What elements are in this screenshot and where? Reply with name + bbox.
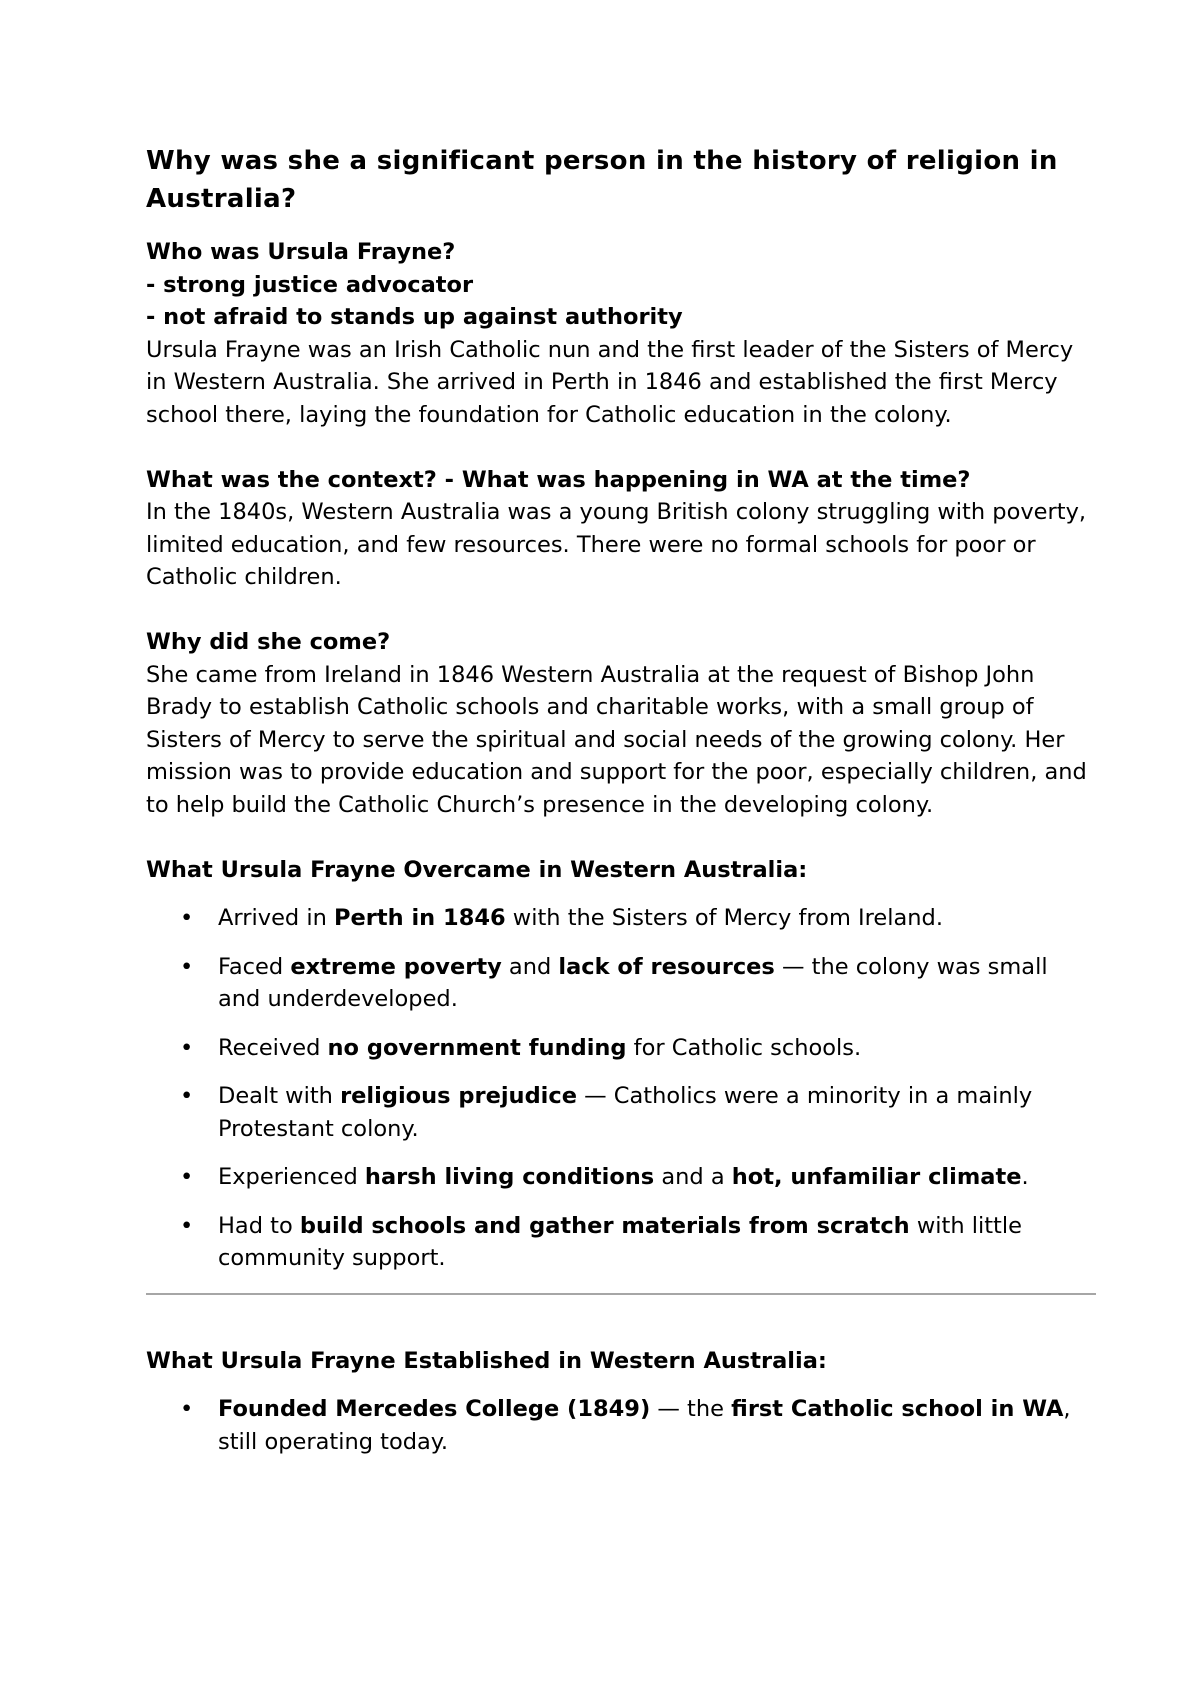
page-title: Why was she a significant person in the history of religion in Australia? bbox=[146, 146, 1058, 214]
bullet-icon: • bbox=[180, 1396, 194, 1422]
who-paragraph: Ursula Frayne was an Irish Catholic nun and the first leader of the Sisters of Mercy in Western Australia. She arrived in Perth in 1846 and established the first Mercy school there, laying the foundation for Catholic education in the colony. bbox=[146, 336, 1074, 428]
list-item bbox=[146, 1161, 1096, 1194]
item-text: . bbox=[1021, 1164, 1029, 1190]
why-paragraph: She came from Ireland in 1846 Western Australia at the request of Bishop John Brady to establish Catholic schools and charitable works, with a small group of Sisters of Mercy to serve the spiritual and social needs of the growing colony. Her mission was to provide education and support for the poor, especially children, and to help build the Catholic Church’s presence in the developing colony. bbox=[146, 661, 1087, 818]
item-text: — Catholics were a minority in a mainly Protestant colony. bbox=[218, 1083, 1033, 1142]
item-bold-text: build schools and gather materials from scratch bbox=[299, 1212, 910, 1239]
context-section bbox=[146, 464, 1096, 594]
item-bold-text: hot, unfamiliar climate bbox=[731, 1164, 1022, 1190]
who-point-2: - not afraid to stands up against authority bbox=[146, 304, 683, 330]
established-heading: What Ursula Frayne Established in Western Australia: bbox=[146, 1347, 827, 1374]
item-text: with the Sisters of Mercy from Ireland. bbox=[505, 905, 943, 931]
item-text: and a bbox=[654, 1164, 732, 1190]
list-item bbox=[146, 1210, 1096, 1275]
list-item bbox=[146, 1032, 1096, 1065]
list-item bbox=[146, 1080, 1096, 1145]
item-bold-text: lack of resources bbox=[558, 953, 775, 980]
bullet-icon: • bbox=[180, 1083, 194, 1109]
who-section bbox=[146, 236, 1096, 431]
item-text: Arrived in bbox=[218, 905, 335, 931]
item-text: — the bbox=[650, 1396, 732, 1422]
item-text: Experienced bbox=[218, 1164, 365, 1190]
why-section bbox=[146, 626, 1096, 821]
established-list bbox=[146, 1393, 1096, 1458]
item-bold-text: extreme poverty bbox=[290, 953, 502, 980]
bullet-icon: • bbox=[180, 905, 194, 931]
item-text: Dealt with bbox=[218, 1083, 341, 1109]
overcame-heading: What Ursula Frayne Overcame in Western Australia: bbox=[146, 856, 808, 883]
item-text: with little community support. bbox=[218, 1212, 1022, 1271]
context-heading: What was the context? - What was happening in WA at the time? bbox=[146, 466, 971, 493]
item-text: , still operating today. bbox=[218, 1396, 1071, 1455]
bullet-icon: • bbox=[180, 1212, 194, 1239]
item-text: and bbox=[501, 953, 559, 980]
list-item bbox=[146, 1393, 1096, 1458]
item-bold-text: Founded Mercedes College (1849) bbox=[218, 1396, 651, 1422]
item-bold-text: harsh living conditions bbox=[364, 1164, 655, 1190]
item-text: Had to bbox=[218, 1212, 300, 1239]
why-heading: Why did she come? bbox=[146, 629, 391, 655]
established-section bbox=[146, 1345, 1096, 1459]
list-item bbox=[146, 902, 1096, 935]
item-text: for Catholic schools. bbox=[626, 1034, 862, 1061]
bullet-icon: • bbox=[180, 1034, 194, 1061]
document-content bbox=[146, 142, 1096, 1458]
item-text: Faced bbox=[218, 953, 291, 980]
overcame-section bbox=[146, 854, 1096, 1275]
item-text: — the colony was small and underdeveloped. bbox=[218, 953, 1048, 1012]
list-item bbox=[146, 951, 1096, 1016]
item-bold-text: first Catholic school in WA bbox=[731, 1396, 1064, 1422]
context-paragraph: In the 1840s, Western Australia was a young British colony struggling with poverty, limited education, and few resources. There were no formal schools for poor or Catholic children. bbox=[146, 499, 1087, 590]
who-heading: Who was Ursula Frayne? bbox=[146, 239, 456, 265]
item-bold-text: religious prejudice bbox=[340, 1083, 577, 1109]
bullet-icon: • bbox=[180, 1164, 194, 1190]
overcame-list bbox=[146, 902, 1096, 1275]
item-bold-text: Perth in 1846 bbox=[334, 905, 506, 931]
item-bold-text: no government funding bbox=[327, 1034, 627, 1061]
item-text: Received bbox=[218, 1034, 328, 1061]
bullet-icon: • bbox=[180, 953, 194, 980]
who-point-1: - strong justice advocator bbox=[146, 271, 474, 298]
